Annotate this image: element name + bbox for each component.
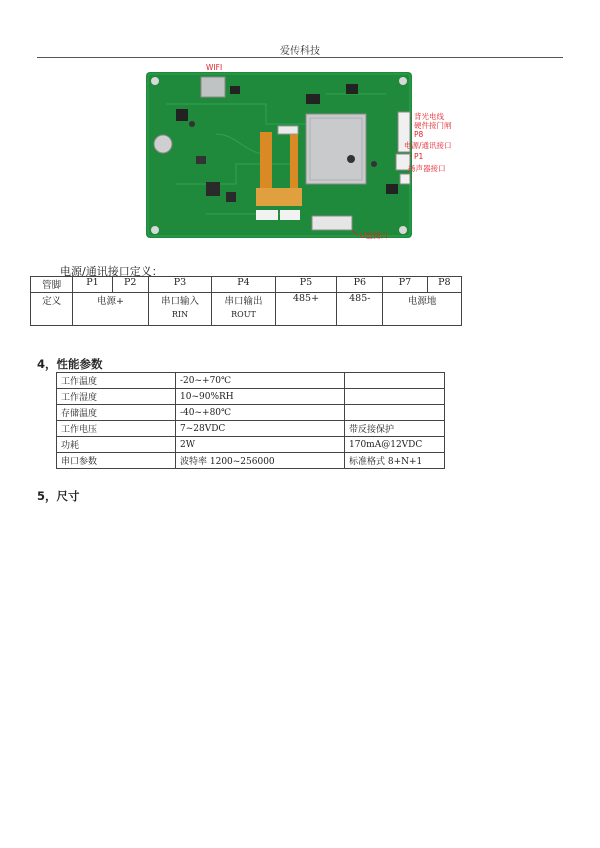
- table-row: [57, 421, 445, 437]
- pcb-board: [146, 72, 412, 238]
- table-cell: [148, 293, 212, 326]
- pcb-board-photo: [146, 64, 464, 246]
- label-usb: U盘接口: [360, 231, 388, 240]
- table-row: [57, 453, 445, 469]
- performance-heading: 4，性能参数: [37, 357, 103, 371]
- table-row: [57, 373, 445, 389]
- table-cell: 10~90%RH: [176, 389, 345, 405]
- table-cell: 工作温度: [57, 373, 176, 389]
- table-cell: 管脚: [31, 277, 73, 293]
- table-cell: [345, 389, 445, 405]
- table-cell: 工作电压: [57, 421, 176, 437]
- table-cell: 波特率 1200~256000: [176, 453, 345, 469]
- label-firmware: 硬件接门闸: [414, 121, 452, 130]
- table-cell: 电源地: [383, 293, 462, 326]
- table-cell: -40~+80℃: [176, 405, 345, 421]
- table-cell: 485-: [337, 293, 383, 326]
- table-row: [31, 277, 462, 293]
- pin-p3-sub: RIN: [171, 310, 189, 319]
- label-wifi: WIFI: [206, 64, 223, 72]
- pin-p3-text: 串口输入: [160, 296, 199, 307]
- table-cell: 标准格式 8+N+1: [345, 453, 445, 469]
- table-cell: 7~28VDC: [176, 421, 345, 437]
- pin-table-caption: 电源/通讯接口定义：: [60, 265, 163, 278]
- pin-definition-table: [30, 276, 462, 326]
- table-cell: 170mA@12VDC: [345, 437, 445, 453]
- header-divider: [37, 57, 563, 58]
- size-heading: 5，尺寸: [37, 489, 80, 503]
- label-speaker: 扬声器接口: [408, 164, 446, 173]
- label-p8: P8: [414, 130, 424, 139]
- table-cell: 2W: [176, 437, 345, 453]
- table-cell: 串口参数: [57, 453, 176, 469]
- table-cell: P7: [383, 277, 427, 293]
- table-cell: [345, 405, 445, 421]
- table-cell: 功耗: [57, 437, 176, 453]
- table-cell: 带反接保护: [345, 421, 445, 437]
- table-cell: P4: [212, 277, 275, 293]
- table-cell: P6: [337, 277, 383, 293]
- label-power-comm: 电源/通讯接口: [404, 141, 452, 150]
- table-cell: [212, 293, 275, 326]
- table-cell: P2: [112, 277, 148, 293]
- table-row: [57, 437, 445, 453]
- table-cell: 工作湿度: [57, 389, 176, 405]
- table-cell: -20~+70℃: [176, 373, 345, 389]
- table-row: [57, 405, 445, 421]
- table-cell: 定义: [31, 293, 73, 326]
- table-cell: 485+: [275, 293, 337, 326]
- table-cell: P8: [427, 277, 461, 293]
- table-cell: 电源+: [73, 293, 148, 326]
- table-cell: P1: [73, 277, 112, 293]
- label-p1: P1: [414, 152, 424, 161]
- table-cell: [345, 373, 445, 389]
- table-cell: 存储温度: [57, 405, 176, 421]
- pin-p4-sub: ROUT: [231, 310, 256, 319]
- table-cell: P5: [275, 277, 337, 293]
- label-backlight: 背光电线: [414, 112, 444, 121]
- performance-table: [56, 372, 445, 469]
- header-company: 爱传科技: [280, 46, 320, 57]
- table-row: [31, 293, 462, 326]
- table-cell: P3: [148, 277, 212, 293]
- table-row: [57, 389, 445, 405]
- pin-p4-text: 串口输出: [224, 296, 263, 307]
